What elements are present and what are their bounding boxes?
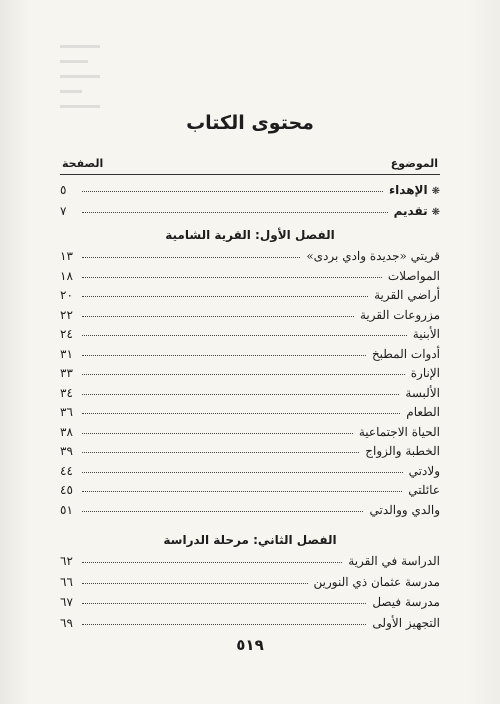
entry-label: الأبنية	[412, 327, 440, 341]
toc-entry	[60, 302, 440, 322]
page-column-header: الصفحة	[62, 157, 104, 170]
entry-page: ٧	[60, 204, 67, 218]
entry-page: ٦٦	[60, 574, 73, 589]
leader-dots	[82, 472, 403, 473]
entry-label: الطعام	[406, 405, 440, 419]
toc-entry	[60, 198, 440, 218]
toc-entry	[60, 419, 440, 439]
leader-dots	[82, 583, 308, 584]
leader-dots	[82, 374, 405, 375]
toc-entry	[60, 458, 440, 478]
entry-page: ١٣	[60, 249, 73, 263]
entry-page: ٣٨	[60, 424, 73, 439]
toc-entry	[60, 548, 440, 568]
entry-label: المواصلات	[387, 268, 440, 283]
entry-label: عائلتي	[408, 483, 440, 497]
toc-entry	[60, 177, 440, 197]
entry-page: ٣٦	[60, 405, 73, 419]
leader-dots	[82, 212, 388, 213]
toc-header	[62, 157, 438, 173]
leader-dots	[82, 191, 383, 192]
entry-page: ١٨	[60, 268, 73, 283]
entry-label: مدرسة عثمان ذي النورين	[313, 574, 440, 589]
chapter-2-title: الفصل الثاني: مرحلة الدراسة	[163, 533, 337, 547]
leader-dots	[82, 491, 402, 492]
toc-entry	[60, 589, 440, 609]
toc-entry	[60, 610, 440, 630]
leader-dots	[82, 413, 400, 414]
toc-entry	[60, 243, 440, 263]
toc-entry	[60, 399, 440, 419]
page-number: ٥١٩	[236, 636, 264, 654]
leader-dots	[82, 452, 359, 453]
toc-entry	[60, 263, 440, 283]
entry-page: ٢٠	[60, 288, 73, 302]
toc-entry	[60, 569, 440, 589]
entry-label: أراضي القرية	[374, 288, 440, 302]
toc-entry	[60, 477, 440, 497]
entry-page: ٣١	[60, 346, 73, 361]
entry-page: ٣٤	[60, 385, 73, 400]
toc-entry	[60, 360, 440, 380]
chapter-1-title: الفصل الأول: القرية الشامية	[165, 228, 335, 242]
entry-label: التجهيز الأولى	[372, 615, 440, 630]
entry-label: مزروعات القرية	[359, 307, 440, 322]
entry-label: مدرسة فيصل	[372, 595, 440, 609]
leader-dots	[82, 603, 366, 604]
leader-dots	[82, 562, 342, 563]
entry-page: ٤٥	[60, 483, 73, 497]
toc-entry	[60, 341, 440, 361]
leader-dots	[82, 433, 353, 434]
entry-page: ٦٧	[60, 595, 73, 609]
entry-label: الإهداء	[389, 183, 428, 197]
toc-entry	[60, 282, 440, 302]
entry-label: والدي ووالدتي	[369, 502, 440, 517]
entry-page: ٢٤	[60, 327, 73, 341]
leader-dots	[82, 316, 354, 317]
leader-dots	[82, 355, 366, 356]
topic-column-header: الموضوع	[390, 157, 438, 170]
leader-dots	[82, 394, 399, 395]
entry-label: الإنارة	[410, 366, 440, 380]
page-title: محتوى الكتاب	[186, 112, 314, 134]
toc-entry	[60, 321, 440, 341]
entry-label: قريتي «جديدة وادي بردى»	[306, 249, 440, 263]
toc-entry	[60, 497, 440, 517]
entry-label: الخطبة والزواج	[365, 444, 440, 458]
entry-label: أدوات المطبخ	[371, 346, 440, 361]
leader-dots	[82, 277, 382, 278]
toc-entry	[60, 438, 440, 458]
leader-dots	[82, 511, 363, 512]
entry-page: ٣٩	[60, 444, 73, 458]
leader-dots	[82, 257, 300, 258]
entry-page: ٦٢	[60, 554, 73, 568]
entry-label: تقديم	[393, 204, 428, 218]
entry-page: ٢٢	[60, 307, 73, 322]
entry-page: ٣٣	[60, 366, 73, 380]
asterisk-icon: ❋	[431, 207, 440, 218]
header-rule	[60, 174, 440, 175]
toc-entry	[60, 380, 440, 400]
entry-page: ٦٩	[60, 615, 73, 630]
entry-page: ٥	[60, 183, 67, 197]
asterisk-icon: ❋	[431, 186, 440, 197]
leader-dots	[82, 296, 368, 297]
entry-page: ٤٤	[60, 463, 73, 478]
entry-label: الدراسة في القرية	[348, 554, 440, 568]
entry-page: ٥١	[60, 502, 73, 517]
entry-label: الألبسة	[405, 385, 440, 400]
leader-dots	[82, 624, 366, 625]
leader-dots	[82, 335, 407, 336]
entry-label: ولادتي	[408, 463, 440, 478]
entry-label: الحياة الاجتماعية	[358, 424, 440, 439]
